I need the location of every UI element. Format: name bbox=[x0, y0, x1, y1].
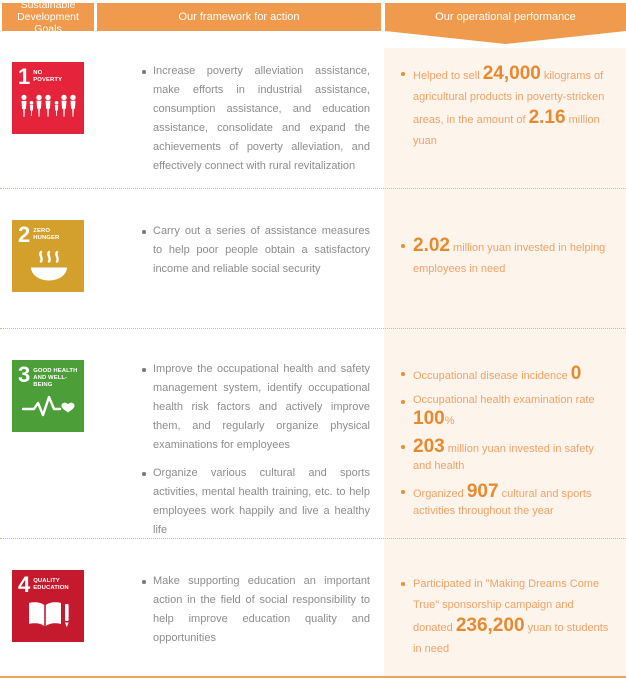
performance-list bbox=[398, 364, 614, 527]
performance-text: Occupational health examination rate bbox=[413, 394, 595, 406]
performance-text: % bbox=[444, 415, 455, 427]
performance-text: yuan to students in need bbox=[413, 622, 609, 655]
performance-number: 24,000 bbox=[482, 63, 541, 84]
sdg-tile-header bbox=[18, 222, 80, 247]
performance-text: Occupational disease incidence bbox=[413, 370, 571, 382]
performance-number: 203 bbox=[413, 436, 445, 457]
framework-list bbox=[140, 572, 370, 657]
sdg-title-line: ZERO bbox=[33, 228, 51, 234]
table-bottom-border bbox=[0, 676, 626, 678]
performance-number: 0 bbox=[570, 363, 582, 384]
performance-item bbox=[398, 64, 614, 152]
performance-text: kilograms of agricultural products in poverty-stricken areas, in the amount of bbox=[413, 70, 605, 126]
framework-item bbox=[140, 62, 370, 176]
performance-item bbox=[398, 574, 614, 660]
performance-item bbox=[398, 437, 614, 475]
row-separator bbox=[0, 328, 626, 329]
performance-item bbox=[398, 236, 614, 280]
sdg-title-line: GOOD HEALTH bbox=[33, 368, 78, 374]
sdg-title-line: POVERTY bbox=[33, 77, 63, 83]
performance-item bbox=[398, 392, 614, 430]
framework-text: Improve the occupational health and safety management system, identify occupational health risk factors and actively improve them, and regularly organize physical examinations for employees bbox=[153, 363, 370, 451]
framework-text: Carry out a series of assistance measures to help poor people obtain a satisfactory income and reliable social security bbox=[153, 225, 370, 275]
sdg-title-line: HUNGER bbox=[33, 235, 60, 241]
framework-item bbox=[140, 572, 370, 648]
row-separator bbox=[0, 188, 626, 189]
sdg-title-line: QUALITY bbox=[33, 578, 60, 584]
sdg-number: 2 bbox=[18, 222, 31, 247]
sdg-title-line: EDUCATION bbox=[33, 585, 69, 591]
sdg-title-line: NO bbox=[33, 70, 43, 76]
sdg-title bbox=[33, 368, 80, 389]
performance-text: cultural and sports activities throughout the year bbox=[413, 488, 592, 517]
performance-item bbox=[398, 364, 614, 385]
sdg-title bbox=[33, 70, 62, 87]
performance-number: 907 bbox=[466, 481, 499, 502]
sdg-tile-header bbox=[18, 64, 80, 89]
family-figures-icon bbox=[18, 92, 80, 118]
header-framework-column: Our framework for action bbox=[97, 3, 381, 31]
performance-number: 2.16 bbox=[528, 107, 566, 128]
framework-text: Increase poverty alleviation assistance, make efforts in industrial assistance, consumption assistance, and education assistance, consolidate and expand the achievements of poverty alleviation, and effectively connect with rural revitalization bbox=[153, 65, 370, 172]
framework-list bbox=[140, 62, 370, 185]
performance-text: Participated in "Making Dreams Come True" sponsorship campaign and donated bbox=[413, 578, 600, 634]
sdg-2-zero-hunger-icon bbox=[12, 220, 84, 292]
heartbeat-heart-icon bbox=[18, 394, 80, 420]
open-book-pencil-icon bbox=[18, 600, 80, 630]
sdg-tile-header bbox=[18, 362, 80, 389]
framework-list bbox=[140, 360, 370, 549]
performance-list bbox=[398, 236, 614, 285]
performance-list bbox=[398, 64, 614, 157]
sdg-title-line: AND WELL-BEING bbox=[33, 375, 68, 388]
sdg-number: 1 bbox=[18, 64, 31, 89]
framework-item bbox=[140, 464, 370, 540]
framework-list bbox=[140, 222, 370, 288]
sdg-4-quality-education-icon bbox=[12, 570, 84, 642]
performance-item bbox=[398, 482, 614, 520]
performance-list bbox=[398, 574, 614, 665]
sdg-number: 3 bbox=[18, 362, 31, 387]
sdg-title bbox=[33, 228, 59, 245]
sdg-3-good-health-icon bbox=[12, 360, 84, 432]
steaming-bowl-icon bbox=[18, 250, 80, 284]
sdg-number: 4 bbox=[18, 572, 31, 597]
framework-text: Organize various cultural and sports activities, mental health training, etc. to help employees work happily and live a healthy life bbox=[153, 467, 370, 536]
header-sdg-column: Sustainable Development Goals bbox=[2, 3, 94, 31]
sdg-title bbox=[33, 578, 68, 595]
framework-item bbox=[140, 222, 370, 279]
performance-text: million yuan invested in helping employees in need bbox=[413, 242, 606, 275]
performance-text: Helped to sell bbox=[413, 70, 483, 82]
performance-number: 236,200 bbox=[455, 615, 525, 636]
performance-number: 2.02 bbox=[413, 235, 450, 256]
performance-text: Organized bbox=[413, 488, 467, 500]
sdg-tile-header bbox=[18, 572, 80, 597]
performance-text: million yuan invested in safety and health bbox=[413, 443, 594, 472]
performance-number: 100 bbox=[413, 408, 445, 429]
performance-text: million yuan bbox=[413, 114, 600, 147]
sdg-1-no-poverty-icon bbox=[12, 62, 84, 134]
framework-item bbox=[140, 360, 370, 455]
header-performance-column: Our operational performance bbox=[385, 3, 626, 31]
framework-text: Make supporting education an important action in the field of social responsibility to help improve education quality and opportunities bbox=[153, 575, 370, 644]
performance-ribbon-tail bbox=[385, 31, 626, 44]
